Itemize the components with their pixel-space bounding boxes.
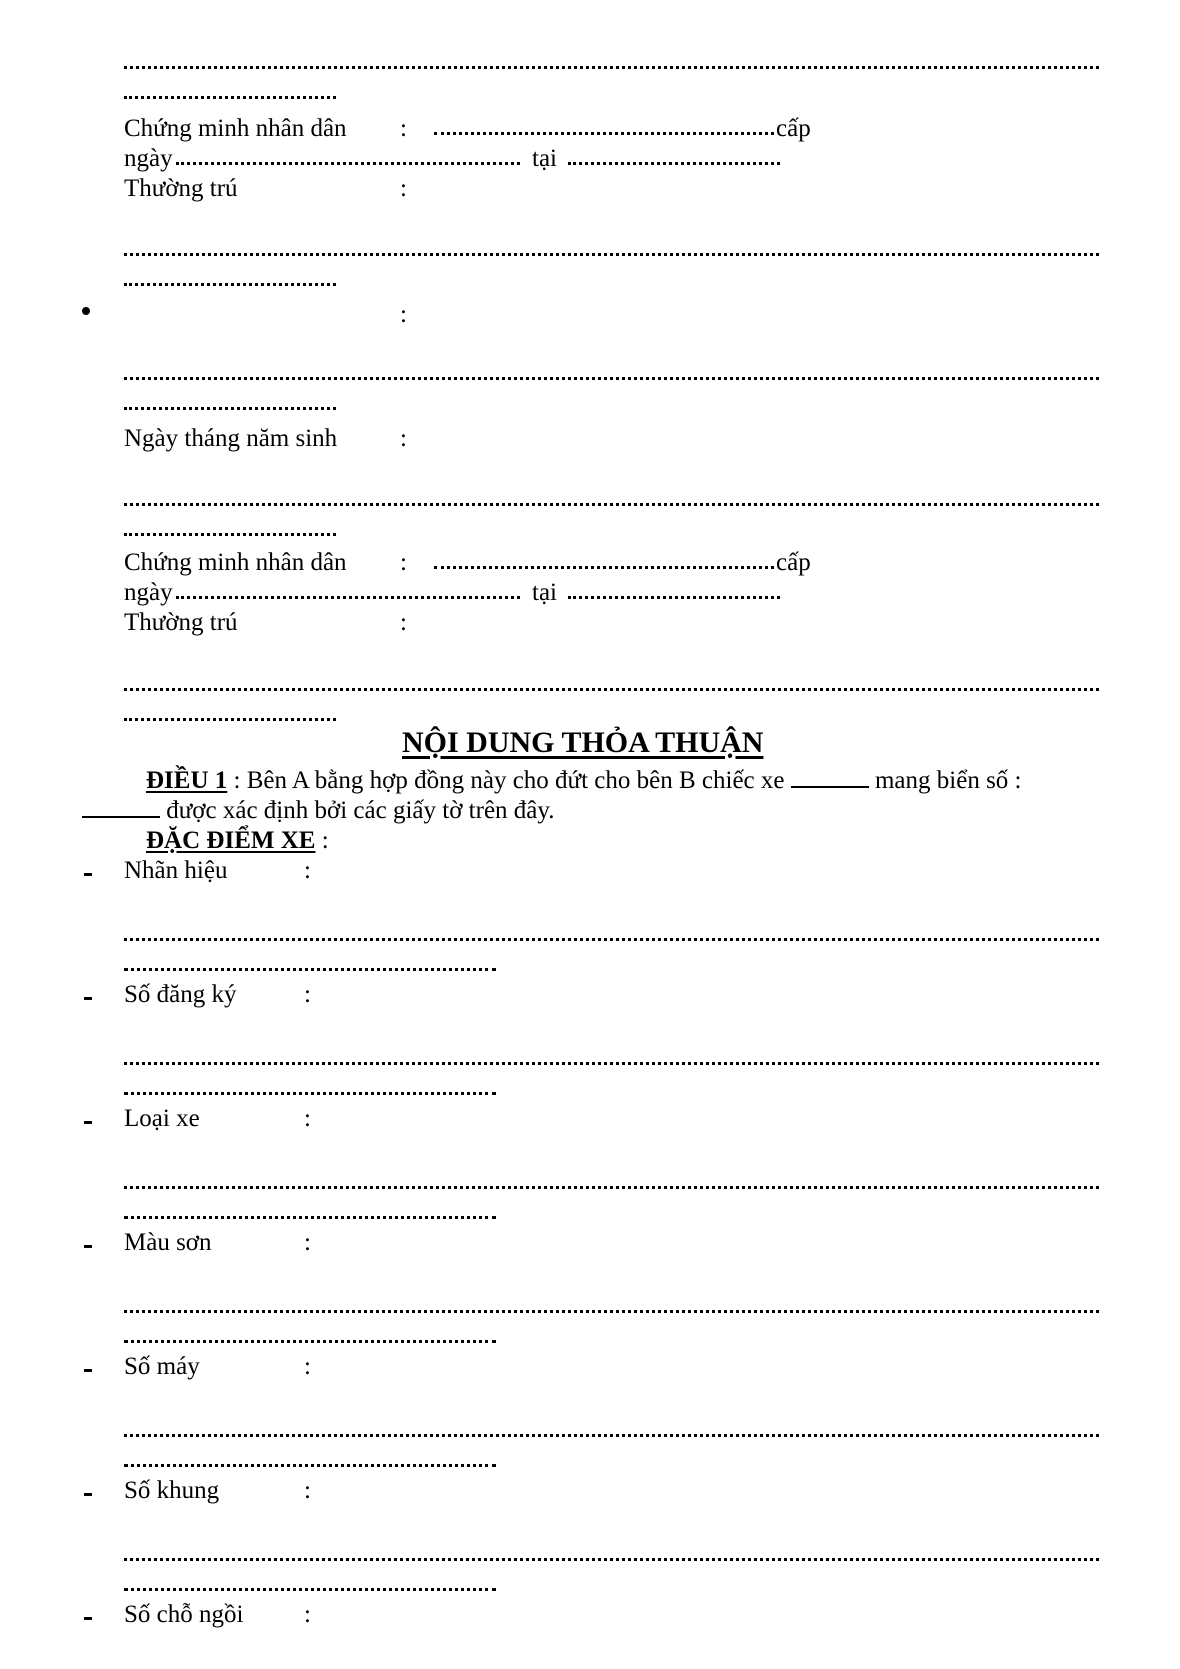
colon: : (304, 1601, 311, 1628)
field-label-engine-number: Số máy (124, 1353, 200, 1380)
residence-field[interactable] (124, 253, 1099, 256)
residence-field[interactable] (124, 688, 1099, 691)
dotted-fill-line (124, 66, 1099, 69)
field-label-paint-color: Màu sơn (124, 1229, 212, 1256)
chassis-number-field-cont[interactable] (124, 1588, 496, 1591)
dash-icon (84, 873, 92, 876)
registration-field[interactable] (124, 1062, 1099, 1065)
issue-place-field[interactable] (568, 596, 780, 599)
article-1-label: ĐIỀU 1 (146, 767, 228, 794)
colon: : (400, 425, 407, 452)
dob-field[interactable] (124, 503, 1099, 506)
dash-icon (84, 997, 92, 1000)
vehicle-type-blank[interactable] (791, 768, 869, 788)
issue-place-label: tại (532, 145, 557, 172)
issue-place-label: tại (532, 579, 557, 606)
id-issued-label: cấp (776, 115, 811, 142)
field-label-registration: Số đăng ký (124, 981, 237, 1008)
article-1-text-c: được xác định bởi các giấy tờ trên đây. (160, 797, 555, 824)
issue-date-field[interactable] (176, 596, 520, 599)
issue-date-field[interactable] (176, 162, 520, 165)
paint-color-field-cont[interactable] (124, 1340, 496, 1343)
colon: : (304, 1477, 311, 1504)
article-1-text-b: mang biển số : (868, 767, 1022, 794)
brand-field-cont[interactable] (124, 968, 496, 971)
colon: : (400, 115, 407, 142)
id-card-label: Chứng minh nhân dân (124, 549, 347, 576)
residence-field-cont[interactable] (124, 283, 336, 286)
name-field-cont[interactable] (124, 407, 336, 410)
dotted-fill-line (124, 96, 336, 99)
dash-icon (84, 1121, 92, 1124)
residence-field-cont[interactable] (124, 718, 336, 721)
colon: : (400, 609, 407, 636)
colon: : (304, 857, 311, 884)
dash-icon (84, 1369, 92, 1372)
field-label-brand: Nhãn hiệu (124, 857, 228, 884)
colon: : (400, 175, 407, 202)
field-label-chassis-number: Số khung (124, 1477, 220, 1504)
article-1-paragraph-cont (82, 798, 555, 823)
issue-date-label: ngày (124, 145, 173, 172)
dash-icon (84, 1245, 92, 1248)
engine-number-field[interactable] (124, 1434, 1099, 1437)
engine-number-field-cont[interactable] (124, 1464, 496, 1467)
features-label: ĐẶC ĐIỂM XE (146, 827, 316, 854)
issue-place-field[interactable] (568, 162, 780, 165)
dob-field-cont[interactable] (124, 533, 336, 536)
colon: : (400, 301, 407, 328)
id-card-number-field[interactable] (434, 566, 774, 569)
colon: : (304, 1105, 311, 1132)
field-label-vehicle-type: Loại xe (124, 1105, 200, 1132)
paint-color-field[interactable] (124, 1310, 1099, 1313)
brand-field[interactable] (124, 938, 1099, 941)
registration-field-cont[interactable] (124, 1092, 496, 1095)
vehicle-type-field-cont[interactable] (124, 1216, 496, 1219)
article-1-paragraph (146, 768, 1022, 793)
dash-icon (84, 1617, 92, 1620)
colon: : (400, 549, 407, 576)
id-issued-label: cấp (776, 549, 811, 576)
vehicle-type-field[interactable] (124, 1186, 1099, 1189)
section-title: NỘI DUNG THỎA THUẬN (402, 726, 764, 759)
field-label-seats: Số chỗ ngồi (124, 1601, 244, 1628)
features-colon: : (315, 827, 329, 854)
name-field[interactable] (124, 377, 1099, 380)
license-plate-blank[interactable] (82, 798, 160, 818)
dash-icon (84, 1493, 92, 1496)
bullet-icon (82, 307, 90, 315)
id-card-label: Chứng minh nhân dân (124, 115, 347, 142)
colon: : (304, 981, 311, 1008)
dob-label: Ngày tháng năm sinh (124, 425, 338, 452)
colon: : (304, 1229, 311, 1256)
vehicle-features-heading (146, 828, 329, 853)
colon: : (304, 1353, 311, 1380)
chassis-number-field[interactable] (124, 1558, 1099, 1561)
residence-label: Thường trú (124, 175, 238, 202)
article-1-text: : Bên A bằng hợp đồng này cho đứt cho bên B chiếc xe (227, 767, 791, 794)
issue-date-label: ngày (124, 579, 173, 606)
residence-label: Thường trú (124, 609, 238, 636)
id-card-number-field[interactable] (434, 132, 774, 135)
